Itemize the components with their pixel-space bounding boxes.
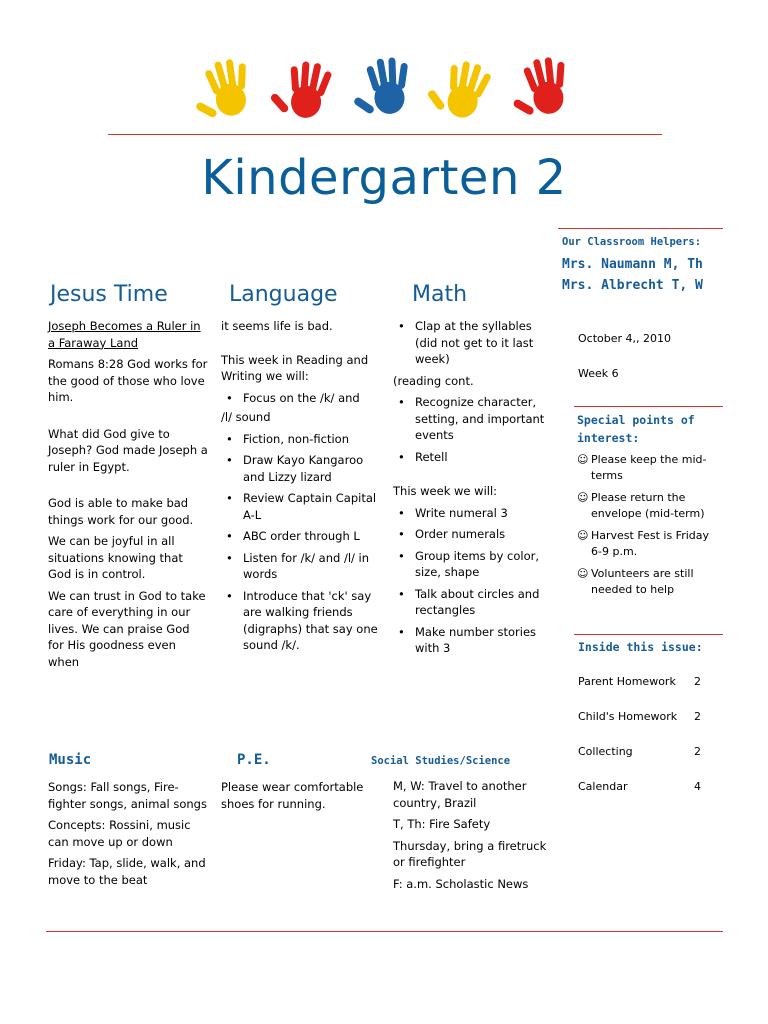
helper-line: Mrs. Naumann M, Th [562, 257, 703, 272]
special-divider [574, 406, 723, 407]
bottom-divider [46, 931, 723, 932]
social-studies-column [393, 778, 548, 897]
blue-hand-icon [348, 56, 413, 118]
paragraph: Friday: Tap, slide, walk, and move to the beat [48, 856, 206, 887]
contents-table [578, 675, 701, 815]
pe-column [221, 779, 371, 817]
handprints-illustration [190, 50, 590, 122]
inside-divider [574, 634, 723, 635]
table-row[interactable]: Collecting 2 [578, 745, 701, 758]
paragraph: This week we will: [393, 484, 498, 498]
paragraph: Thursday, bring a firetruck or firefighter [393, 838, 547, 869]
yellow-hand-icon [423, 54, 494, 122]
jesus-time-heading: Jesus Time [50, 282, 168, 307]
newsletter-title: Kindergarten 2 [201, 150, 567, 206]
list-item: • Review Captain Capital A-L [221, 490, 381, 523]
smiley-icon: ☺ [577, 491, 589, 504]
music-heading: Music [49, 752, 92, 768]
paragraph: it seems life is bad. [221, 319, 333, 333]
inside-issue-heading: Inside this issue: [578, 640, 703, 654]
paragraph: /l/ sound [221, 410, 271, 424]
smiley-icon: ☺ [577, 567, 589, 580]
helper-line: Mrs. Albrecht T, W [562, 278, 703, 293]
list-item: • Clap at the syllables (did not get to it last week) [393, 318, 545, 368]
list-item: • Recognize character, setting, and important events [393, 394, 545, 444]
helpers-section [562, 236, 703, 296]
special-points-section [577, 411, 723, 604]
paragraph: We can trust in God to take care of everything in our lives. We can praise God for His goodness even when [48, 588, 206, 669]
paragraph: Please wear comfortable shoes for running. [221, 780, 364, 811]
list-item: • Focus on the /k/ and [221, 390, 381, 407]
list-item: • Make number stories with 3 [393, 624, 545, 657]
special-points-heading: Special points of interest: [577, 413, 695, 445]
paragraph: (reading cont. [393, 373, 474, 388]
issue-date: October 4,, 2010 [578, 332, 672, 345]
list-item: • Write numeral 3 [393, 505, 545, 522]
paragraph: Songs: Fall songs, Fire-fighter songs, animal songs [48, 780, 207, 811]
list-item: • Order numerals [393, 526, 545, 543]
table-row[interactable]: Calendar 4 [578, 780, 701, 793]
table-row[interactable]: Child's Homework 2 [578, 710, 701, 723]
paragraph: Concepts: Rossini, music can move up or down [48, 818, 191, 849]
list-item: • ABC order through L [221, 528, 381, 545]
paragraph: Romans 8:28 God works for the good of those who love him. [48, 357, 208, 404]
social-studies-heading: Social Studies/Science [371, 755, 511, 767]
list-item: • Fiction, non-fiction [221, 431, 381, 448]
red-hand-icon [505, 54, 573, 120]
paragraph: F: a.m. Scholastic News [393, 876, 529, 891]
lesson-title: Joseph Becomes a Ruler in a Faraway Land [48, 319, 201, 350]
music-column [48, 779, 213, 893]
paragraph: T, Th: Fire Safety [393, 817, 491, 831]
table-row[interactable]: Parent Homework 2 [578, 675, 701, 688]
helpers-heading: Our Classroom Helpers: [562, 236, 702, 248]
paragraph: This week in Reading and Writing we will: [221, 352, 369, 383]
top-divider [108, 134, 662, 135]
list-item: • Retell [393, 449, 545, 466]
special-point: ☺ Volunteers are still needed to help [577, 567, 694, 596]
smiley-icon: ☺ [577, 453, 589, 466]
yellow-hand-icon [190, 56, 256, 122]
list-item: • Introduce that 'ck' say are walking friends (digraphs) that say one sound /k/. [221, 588, 381, 654]
red-hand-icon [267, 57, 333, 121]
issue-week: Week 6 [578, 367, 619, 380]
jesus-time-column [48, 318, 208, 675]
list-item: • Talk about circles and rectangles [393, 586, 545, 619]
inside-issue-section [578, 640, 703, 815]
pe-heading: P.E. [237, 752, 271, 768]
special-point: ☺ Please keep the mid-terms [577, 453, 707, 482]
paragraph: We can be joyful in all situations knowing that God is in control. [48, 534, 183, 581]
list-item: • Group items by color, size, shape [393, 548, 545, 581]
paragraph: What did God give to Joseph? God made Joseph a ruler in Egypt. [48, 426, 208, 474]
math-heading: Math [412, 282, 468, 307]
language-column [221, 318, 381, 659]
language-heading: Language [229, 282, 338, 307]
smiley-icon: ☺ [577, 529, 589, 542]
helpers-divider [558, 228, 723, 229]
paragraph: God is able to make bad things work for our good. [48, 496, 194, 527]
special-point: ☺ Harvest Fest is Friday 6-9 p.m. [577, 529, 710, 558]
math-column [393, 318, 545, 662]
special-point: ☺ Please return the envelope (mid-term) [577, 491, 705, 520]
paragraph: M, W: Travel to another country, Brazil [393, 779, 527, 810]
list-item: • Draw Kayo Kangaroo and Lizzy lizard [221, 452, 381, 485]
list-item: • Listen for /k/ and /l/ in words [221, 550, 381, 583]
